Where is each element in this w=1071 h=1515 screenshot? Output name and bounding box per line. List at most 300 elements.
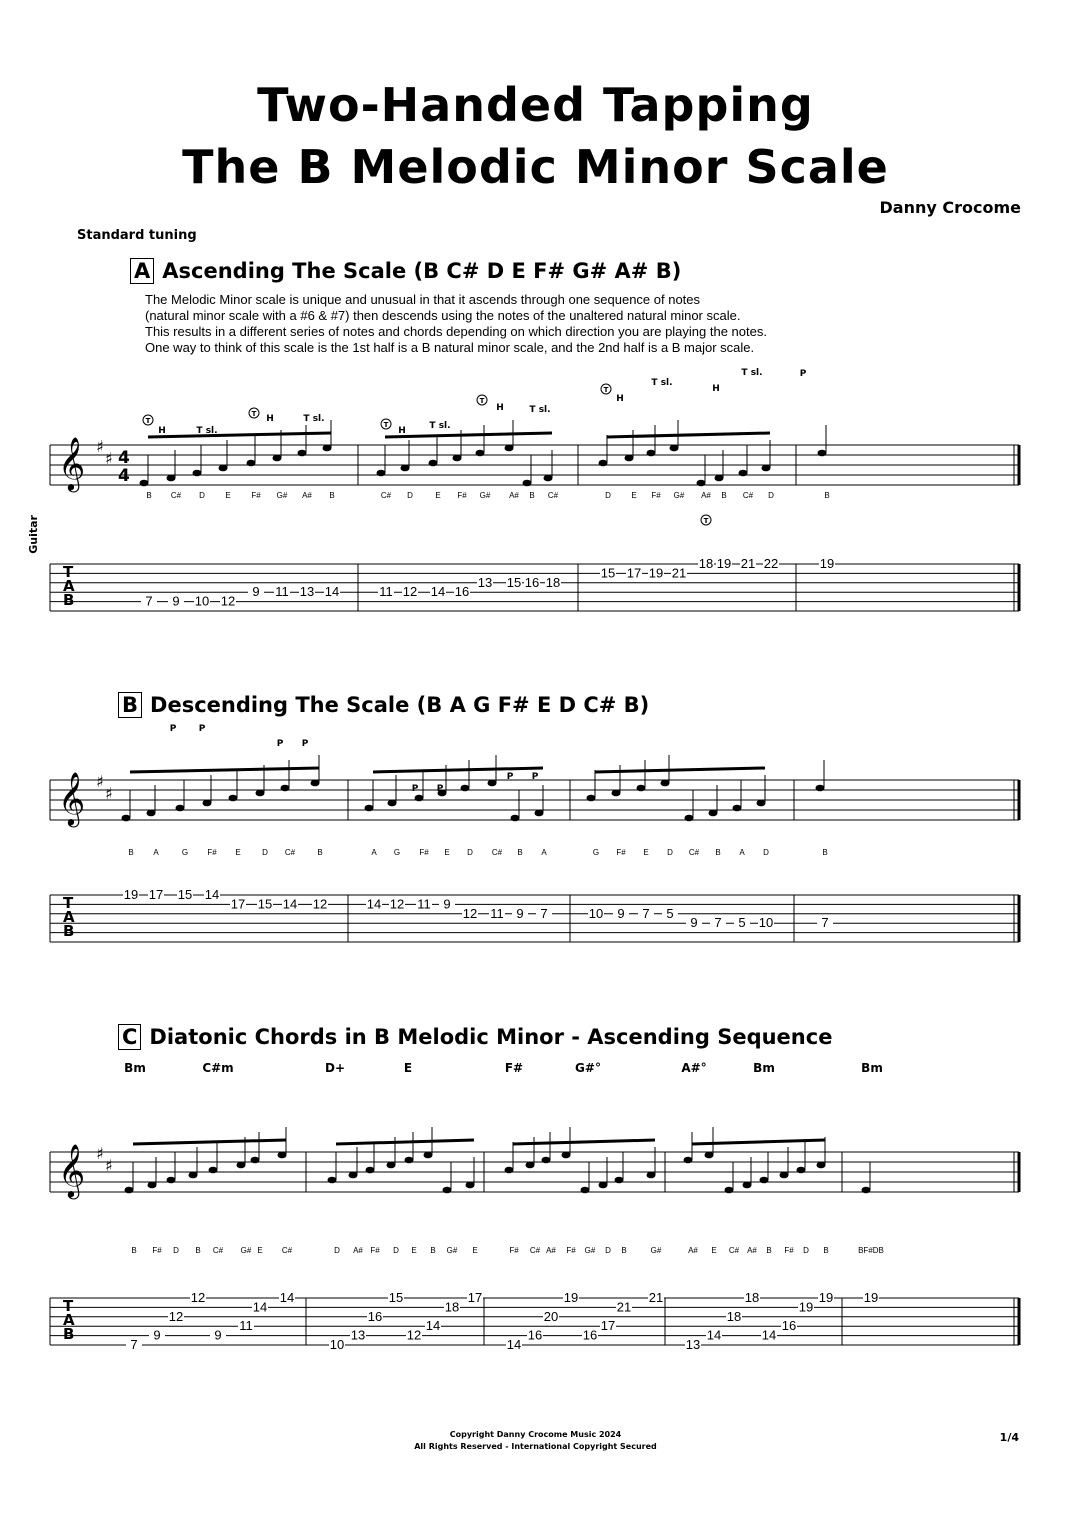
note-head <box>739 470 748 477</box>
tab-fret-number: 9 <box>214 1327 222 1343</box>
tab-fret-number: 11 <box>417 896 431 912</box>
note-name: B <box>146 491 152 500</box>
tab-fret-number: 12 <box>312 896 328 912</box>
tab-clef: T <box>63 894 74 912</box>
tab-fret-number: 21 <box>616 1299 632 1315</box>
chord-symbol: Bm <box>753 1061 775 1075</box>
note-head <box>147 810 156 817</box>
note-name: B <box>621 1246 627 1255</box>
treble-clef: 𝄞 <box>58 1143 86 1197</box>
section-b-letter: B <box>118 692 142 718</box>
note-head <box>816 785 825 792</box>
note-name: G <box>181 848 189 857</box>
tab-fret-number: 7 <box>714 915 722 931</box>
chord-symbol: Bm <box>861 1061 883 1075</box>
note-head <box>466 1182 475 1189</box>
tab-fret-number: 14 <box>282 896 298 912</box>
note-name: G# <box>673 491 685 500</box>
note-head <box>535 810 544 817</box>
key-signature-sharp: ♯ <box>96 772 104 791</box>
note-name: C# <box>728 1246 740 1255</box>
note-head <box>715 475 724 482</box>
note-head <box>278 1152 287 1159</box>
note-name: F# <box>651 491 661 500</box>
tab-fret-number: 7 <box>821 915 829 931</box>
tab-fret-number: 17 <box>626 565 642 581</box>
note-head <box>251 1157 260 1164</box>
note-name: E <box>472 1246 478 1255</box>
note-name: F# <box>616 848 626 857</box>
tab-fret-number: 10 <box>588 905 604 921</box>
note-head <box>757 800 766 807</box>
note-name: D <box>605 491 611 500</box>
note-head <box>743 1182 752 1189</box>
tab-fret-number: 19 <box>648 565 664 581</box>
note-head <box>237 1162 246 1169</box>
tap-label: T <box>479 397 485 405</box>
tab-fret-number: 10 <box>329 1337 345 1352</box>
note-head <box>697 480 706 487</box>
note-head <box>705 1152 714 1159</box>
note-name: F# <box>419 848 429 857</box>
note-head <box>298 450 307 457</box>
note-name: E <box>631 491 637 500</box>
hammer-label: H <box>616 394 624 404</box>
note-head <box>125 1187 134 1194</box>
key-signature-sharp: ♯ <box>96 437 104 456</box>
note-head <box>323 445 332 452</box>
note-head <box>523 480 532 487</box>
tab-fret-number: 12 <box>190 1290 206 1305</box>
note-name: E <box>257 1246 263 1255</box>
note-name: A# <box>688 1246 698 1255</box>
note-head <box>762 465 771 472</box>
note-name: B <box>131 1246 137 1255</box>
note-name: E <box>235 848 241 857</box>
note-head <box>377 470 386 477</box>
chord-symbol: Bm <box>124 1061 146 1075</box>
tab-fret-number: 15 <box>388 1290 404 1305</box>
note-name: E <box>225 491 231 500</box>
tuning: Standard tuning <box>77 228 197 243</box>
description-line: One way to think of this scale is the 1st half is a B natural minor scale, and the 2nd half is a B major scale. <box>145 340 755 355</box>
tab-fret-number: 17 <box>230 896 246 912</box>
note-head <box>733 805 742 812</box>
tap-label: T <box>603 386 609 394</box>
pull-label: P <box>276 739 284 749</box>
description-line: This results in a different series of notes and chords depending on which direction you are playing the notes. <box>145 324 767 339</box>
tab-fret-number: 14 <box>324 584 340 600</box>
note-head <box>311 780 320 787</box>
tab-fret-number: 19 <box>863 1290 879 1305</box>
note-name: D <box>467 848 473 857</box>
tab-clef: T <box>63 563 74 581</box>
note-name: D <box>334 1246 340 1255</box>
note-head <box>387 1162 396 1169</box>
tab-fret-number: 13 <box>299 584 315 600</box>
pull-label: P <box>799 369 807 379</box>
note-name: D <box>407 491 413 500</box>
note-name: A# <box>353 1246 363 1255</box>
hammer-label: H <box>266 414 274 424</box>
description-line: The Melodic Minor scale is unique and unusual in that it ascends through one sequence of notes <box>145 292 701 307</box>
note-head <box>193 470 202 477</box>
pull-label: P <box>198 724 206 734</box>
tab-fret-number: 14 <box>506 1337 522 1352</box>
note-name: D <box>803 1246 809 1255</box>
tab-fret-number: 7 <box>130 1337 138 1352</box>
tab-fret-number: 12 <box>389 896 405 912</box>
note-head <box>625 455 634 462</box>
time-signature-top: 4 <box>118 448 130 468</box>
note-head <box>203 800 212 807</box>
rights-line: All Rights Reserved - International Copyright Secured <box>414 1442 657 1451</box>
note-head <box>797 1167 806 1174</box>
tab-fret-number: 14 <box>425 1318 441 1334</box>
beam <box>148 433 331 437</box>
tab-fret-number: 15 <box>177 887 193 902</box>
tab-clef: B <box>63 922 75 940</box>
note-name: G <box>393 848 401 857</box>
key-signature-sharp: ♯ <box>105 1156 113 1175</box>
note-head <box>612 790 621 797</box>
chord-symbol: G#° <box>575 1061 601 1075</box>
note-head <box>461 785 470 792</box>
note-head <box>401 465 410 472</box>
note-head <box>429 460 438 467</box>
note-name: F# <box>509 1246 519 1255</box>
chord-symbol: C#m <box>202 1061 234 1075</box>
tab-fret-number: 13 <box>477 574 493 590</box>
note-head <box>476 450 485 457</box>
note-head <box>219 465 228 472</box>
tab-fret-number: 21 <box>740 556 756 571</box>
note-head <box>281 785 290 792</box>
note-name: E <box>643 848 649 857</box>
pull-label: P <box>436 784 444 794</box>
tab-fret-number: 16 <box>527 1327 543 1343</box>
tab-fret-number: 11 <box>379 584 393 600</box>
tap-label: T <box>383 421 389 429</box>
note-head <box>176 805 185 812</box>
note-name: D <box>768 491 774 500</box>
key-signature-sharp: ♯ <box>96 1144 104 1163</box>
tab-fret-number: 16 <box>454 584 470 600</box>
beam <box>607 433 770 437</box>
note-head <box>273 455 282 462</box>
pull-label: P <box>301 739 309 749</box>
note-head <box>405 1157 414 1164</box>
note-name: C# <box>529 1246 541 1255</box>
chord-symbol: E <box>403 1061 413 1075</box>
note-head <box>505 445 514 452</box>
note-head <box>189 1172 198 1179</box>
note-name: G# <box>276 491 288 500</box>
slide-label: T sl. <box>741 368 763 378</box>
tab-clef: T <box>63 1297 74 1315</box>
tab-fret-number: 15 <box>257 896 273 912</box>
note-name: C# <box>688 848 700 857</box>
note-name: C# <box>212 1246 224 1255</box>
note-name: G# <box>240 1246 252 1255</box>
note-head <box>862 1187 871 1194</box>
note-name: C# <box>284 848 296 857</box>
note-name: B <box>128 848 134 857</box>
note-name: D <box>173 1246 179 1255</box>
tab-fret-number: 11 <box>490 905 504 921</box>
tab-fret-number: 17 <box>467 1290 483 1305</box>
note-head <box>167 1177 176 1184</box>
note-head <box>256 790 265 797</box>
note-name: E <box>435 491 441 500</box>
author: Danny Crocome <box>879 198 1021 217</box>
note-name: B <box>195 1246 201 1255</box>
tab-fret-number: 7 <box>642 905 650 921</box>
slide-label: T sl. <box>303 414 325 424</box>
tab-fret-number: 19 <box>563 1290 579 1305</box>
tab-fret-number: 12 <box>462 905 478 921</box>
note-name: A# <box>509 491 519 500</box>
tab-fret-number: 21 <box>671 565 687 581</box>
note-name: D <box>262 848 268 857</box>
note-name: F# <box>152 1246 162 1255</box>
instrument-label: Guitar <box>27 515 40 554</box>
note-head <box>148 1182 157 1189</box>
copyright-line: Copyright Danny Crocome Music 2024 <box>449 1430 622 1439</box>
tab-fret-number: 7 <box>540 905 548 921</box>
chord-symbol: A#° <box>681 1061 707 1075</box>
beam <box>130 768 319 772</box>
tab-fret-number: 11 <box>239 1318 253 1334</box>
note-name: D <box>199 491 205 500</box>
note-name: C# <box>491 848 503 857</box>
note-name: B <box>329 491 335 500</box>
title-line-1: Two-Handed Tapping <box>257 78 814 132</box>
note-head <box>647 450 656 457</box>
note-name: B <box>430 1246 436 1255</box>
slide-label: T sl. <box>196 426 218 436</box>
tab-fret-number: 12 <box>220 593 236 609</box>
key-signature-sharp: ♯ <box>105 449 113 468</box>
tab-fret-number: 5 <box>738 915 746 931</box>
note-head <box>637 785 646 792</box>
note-name: A# <box>546 1246 556 1255</box>
note-head <box>760 1177 769 1184</box>
pull-label: P <box>506 772 514 782</box>
section-c-letter: C <box>118 1024 141 1050</box>
tab-fret-number: 18 <box>698 556 714 571</box>
note-name: A# <box>747 1246 757 1255</box>
note-name: B <box>715 848 721 857</box>
tab-fret-number: 14 <box>204 887 220 902</box>
note-name: B <box>822 848 828 857</box>
note-head <box>670 445 679 452</box>
tab-fret-number: 21 <box>648 1290 664 1305</box>
note-name: F# <box>784 1246 794 1255</box>
tab-clef: A <box>63 577 75 595</box>
note-head <box>424 1152 433 1159</box>
tab-fret-number: 14 <box>366 896 382 912</box>
tab-fret-number: 18 <box>726 1308 742 1324</box>
tab-fret-number: 9 <box>617 905 625 921</box>
tab-fret-number: 16 <box>582 1327 598 1343</box>
description-line: (natural minor scale with a #6 & #7) then descends using the notes of the unaltered natural minor scale. <box>145 308 741 323</box>
note-head <box>388 800 397 807</box>
slide-label: T sl. <box>529 405 551 415</box>
tab-fret-number: 19 <box>716 556 732 571</box>
tap-label: T <box>703 517 709 525</box>
section-c-title: Diatonic Chords in B Melodic Minor - Ascending Sequence <box>149 1025 833 1049</box>
note-head <box>167 475 176 482</box>
note-name: F# <box>251 491 261 500</box>
note-head <box>615 1177 624 1184</box>
chord-symbol: F# <box>504 1061 524 1075</box>
tab-fret-number: 19 <box>123 887 139 902</box>
note-head <box>511 815 520 822</box>
note-head <box>415 795 424 802</box>
note-name: B <box>721 491 727 500</box>
note-head <box>661 780 670 787</box>
tab-fret-number: 14 <box>430 584 446 600</box>
note-name: B <box>317 848 323 857</box>
note-head <box>562 1152 571 1159</box>
tab-fret-number: 22 <box>763 556 779 571</box>
pull-label: P <box>169 724 177 734</box>
note-head <box>544 475 553 482</box>
tab-fret-number: 16 <box>524 574 540 590</box>
tab-fret-number: 10 <box>194 593 210 609</box>
note-head <box>122 815 131 822</box>
tab-fret-number: 12 <box>402 584 418 600</box>
note-name: A# <box>701 491 711 500</box>
tab-fret-number: 17 <box>600 1318 616 1334</box>
tab-clef: A <box>63 908 75 926</box>
note-head <box>349 1172 358 1179</box>
tab-fret-number: 17 <box>148 887 164 902</box>
hammer-label: H <box>398 426 406 436</box>
pull-label: P <box>411 784 419 794</box>
tab-fret-number: 18 <box>744 1290 760 1305</box>
note-name: F# <box>566 1246 576 1255</box>
tab-fret-number: 10 <box>758 915 774 931</box>
note-name: F# <box>370 1246 380 1255</box>
note-name: A# <box>302 491 312 500</box>
tab-fret-number: 5 <box>666 905 674 921</box>
note-head <box>443 1187 452 1194</box>
tap-label: T <box>251 410 257 418</box>
tab-fret-number: 16 <box>781 1318 797 1334</box>
page-number: 1/4 <box>999 1431 1019 1444</box>
note-name: C# <box>170 491 182 500</box>
hammer-label: H <box>712 384 720 394</box>
tab-fret-number: 9 <box>153 1327 161 1343</box>
note-head <box>581 1187 590 1194</box>
tab-fret-number: 18 <box>444 1299 460 1315</box>
note-name: C# <box>742 491 754 500</box>
beam <box>133 1140 286 1144</box>
note-name: E <box>411 1246 417 1255</box>
tab-clef: B <box>63 591 75 609</box>
tab-clef: B <box>63 1325 75 1343</box>
note-head <box>365 805 374 812</box>
treble-clef: 𝄞 <box>58 771 86 825</box>
note-head <box>542 1157 551 1164</box>
note-head <box>780 1172 789 1179</box>
tap-label: T <box>145 417 151 425</box>
note-head <box>817 1162 826 1169</box>
note-head <box>709 810 718 817</box>
tab-fret-number: 9 <box>252 584 260 600</box>
note-name: B <box>824 491 830 500</box>
tab-fret-number: 18 <box>545 574 561 590</box>
note-head <box>685 815 694 822</box>
note-name: B <box>766 1246 772 1255</box>
section-a-letter: A <box>130 258 154 284</box>
section-b-title: Descending The Scale (B A G F# E D C# B) <box>150 693 650 717</box>
note-head <box>328 1177 337 1184</box>
tab-fret-number: 9 <box>172 593 180 609</box>
note-head <box>247 460 256 467</box>
note-head <box>587 795 596 802</box>
section-a-title: Ascending The Scale (B C# D E F# G# A# B) <box>162 259 682 283</box>
tab-fret-number: 12 <box>168 1308 184 1324</box>
note-name: B <box>517 848 523 857</box>
note-head <box>140 480 149 487</box>
note-name: G# <box>650 1246 662 1255</box>
tab-fret-number: 15 <box>506 574 522 590</box>
beam <box>373 768 543 772</box>
note-name: A <box>153 848 159 857</box>
note-name: G# <box>446 1246 458 1255</box>
tab-fret-number: 19 <box>798 1299 814 1315</box>
note-name: A <box>739 848 745 857</box>
note-name: E <box>711 1246 717 1255</box>
note-head <box>725 1187 734 1194</box>
slide-label: T sl. <box>429 421 451 431</box>
note-head <box>488 780 497 787</box>
note-head <box>684 1157 693 1164</box>
tab-fret-number: 14 <box>279 1290 295 1305</box>
tab-fret-number: 9 <box>443 896 451 912</box>
note-name: B <box>529 491 535 500</box>
note-head <box>599 1182 608 1189</box>
tab-fret-number: 9 <box>690 915 698 931</box>
beam <box>385 433 552 437</box>
tab-clef: A <box>63 1311 75 1329</box>
hammer-label: H <box>158 426 166 436</box>
slide-label: T sl. <box>651 378 673 388</box>
note-head <box>453 455 462 462</box>
note-name: BF#DB <box>858 1246 884 1255</box>
note-name: A <box>541 848 547 857</box>
tab-fret-number: 14 <box>252 1299 268 1315</box>
note-name: C# <box>547 491 559 500</box>
tab-fret-number: 11 <box>275 584 289 600</box>
tab-fret-number: 9 <box>516 905 524 921</box>
tab-fret-number: 12 <box>406 1327 422 1343</box>
note-name: C# <box>281 1246 293 1255</box>
note-name: G# <box>584 1246 596 1255</box>
note-name: F# <box>457 491 467 500</box>
tab-fret-number: 13 <box>350 1327 366 1343</box>
pull-label: P <box>531 772 539 782</box>
note-head <box>818 450 827 457</box>
tab-fret-number: 16 <box>367 1308 383 1324</box>
note-name: G <box>592 848 600 857</box>
note-head <box>505 1167 514 1174</box>
note-name: D <box>605 1246 611 1255</box>
treble-clef: 𝄞 <box>58 436 86 490</box>
